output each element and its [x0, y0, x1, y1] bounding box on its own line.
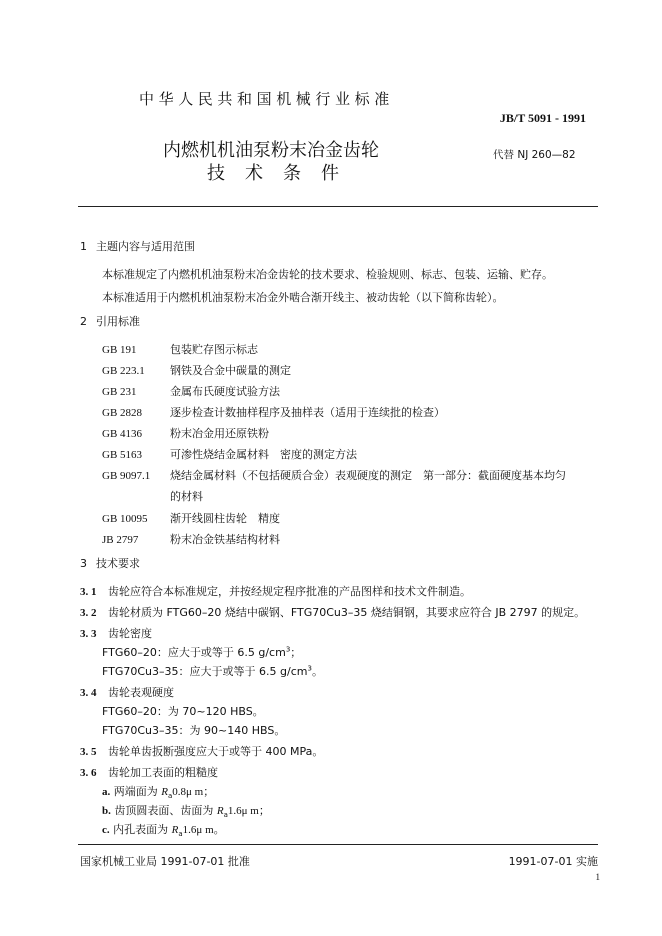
reference-item: GB 2828 逐步检查计数抽样程序及抽样表（适用于连续批的检查） — [102, 406, 445, 419]
reference-item: GB 223.1 钢铁及合金中碳量的测定 — [102, 364, 291, 377]
replaces-standard: 代替 NJ 260—82 — [493, 149, 576, 161]
roughness-item-a: a. 两端面为 $R_a0.8\mu$ m； — [102, 785, 215, 801]
page-number: 1 — [595, 872, 600, 882]
header-divider — [78, 206, 598, 207]
reference-item: GB 191 包装贮存图示标志 — [102, 343, 258, 356]
reference-item-continuation: 的材料 — [170, 490, 203, 503]
reference-item: GB 5163 可渗性烧结金属材料 密度的测定方法 — [102, 448, 357, 461]
density-ftg60: FTG60–20：应大于或等于 6.5 $g/cm^3$； — [102, 645, 302, 659]
section-1-para-1: 本标准规定了内燃机机油泵粉末冶金齿轮的技术要求、检验规则、标志、包装、运输、贮存。 — [102, 268, 553, 281]
reference-item: GB 231 金属布氏硬度试验方法 — [102, 385, 280, 398]
document-subtitle: 技术条件 — [207, 163, 359, 184]
issuing-organization: 中华人民共和国机械行业标准 — [139, 90, 394, 108]
approval-info: 国家机械工业局 1991-07-01 批准 — [80, 855, 250, 868]
clause-3-2: 3. 2 齿轮材质为 FTG60–20 烧结中碳钢、FTG70Cu3–35 烧结铜钢，其要求应符合 JB 2797 的规定。 — [80, 606, 586, 619]
clause-3-5: 3. 5 齿轮单齿扳断强度应大于或等于 400 MPa。 — [80, 745, 324, 758]
clause-3-1: 3. 1 齿轮应符合本标准规定，并按经规定程序批准的产品图样和技术文件制造。 — [80, 585, 471, 598]
reference-item: GB 9097.1 烧结金属材料（不包括硬质合金）表观硬度的测定 第一部分：截面硬度基本均匀 — [102, 469, 566, 482]
document-title: 内燃机机油泵粉末冶金齿轮 — [163, 140, 379, 161]
clause-3-3: 3. 3 齿轮密度 — [80, 627, 152, 640]
roughness-item-b: b. 齿顶圆表面、齿面为 $R_a1.6\mu$ m； — [102, 804, 270, 820]
reference-item: GB 4136 粉末冶金用还原铁粉 — [102, 427, 269, 440]
section-1-heading: 1 主题内容与适用范围 — [80, 240, 195, 253]
hardness-ftg70: FTG70Cu3–35：为 90~140 HBS。 — [102, 724, 286, 737]
roughness-item-c: c. 内孔表面为 $R_a1.6\mu$ m。 — [102, 823, 225, 839]
effective-date: 1991-07-01 实施 — [508, 855, 598, 868]
standard-number: JB/T 5091 - 1991 — [499, 111, 586, 125]
section-2-heading: 2 引用标准 — [80, 315, 140, 328]
reference-item: GB 10095 渐开线圆柱齿轮 精度 — [102, 512, 280, 525]
clause-3-6: 3. 6 齿轮加工表面的粗糙度 — [80, 766, 218, 779]
footer-divider — [78, 844, 598, 845]
density-ftg70: FTG70Cu3–35：应大于或等于 6.5 $g/cm^3$。 — [102, 664, 323, 678]
section-1-para-2: 本标准适用于内燃机机油泵粉末冶金外啮合渐开线主、被动齿轮（以下简称齿轮）。 — [102, 291, 504, 304]
clause-3-4: 3. 4 齿轮表观硬度 — [80, 686, 174, 699]
hardness-ftg60: FTG60–20：为 70~120 HBS。 — [102, 705, 264, 718]
reference-item: JB 2797 粉末冶金铁基结构材料 — [102, 533, 280, 546]
section-3-heading: 3 技术要求 — [80, 557, 140, 570]
